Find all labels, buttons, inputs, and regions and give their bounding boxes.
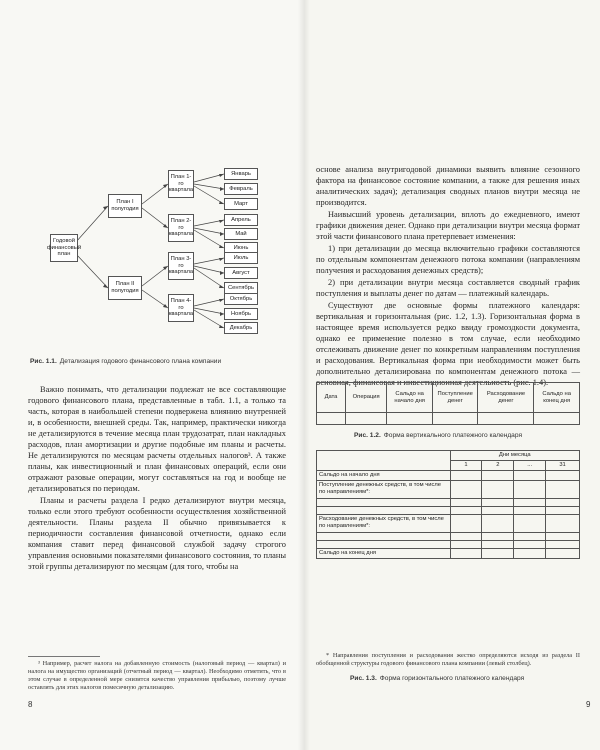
node-half-1: План I полугодия <box>108 194 142 218</box>
empty-cell <box>432 413 478 425</box>
row-expenses <box>317 514 580 532</box>
cell <box>482 498 514 506</box>
header-operation: Операция <box>345 383 386 413</box>
cell <box>514 514 546 532</box>
cell <box>514 506 546 514</box>
figure-1-1-number: Рис. 1.1. <box>30 358 57 365</box>
left-body-text <box>28 384 286 573</box>
cell <box>514 540 546 548</box>
node-month-december: Декабрь <box>224 322 258 334</box>
cell <box>514 498 546 506</box>
cell <box>450 548 482 558</box>
cell <box>317 532 451 540</box>
vertical-calendar-table <box>316 382 580 425</box>
node-month-october: Октябрь <box>224 293 258 305</box>
header-balance-start: Сальдо на начало дня <box>387 383 433 413</box>
cell <box>546 480 580 498</box>
right-footnote-text: * Направления поступления и расходования жестко определяются исходя из раздела II обобщенной структуры годового финансового плана компании (левый столбец). <box>316 652 580 667</box>
cell <box>514 470 546 480</box>
book-spine-shadow <box>298 0 310 750</box>
empty-cell <box>478 413 534 425</box>
node-month-january: Январь <box>224 168 258 180</box>
header-expenses: Расходование денег <box>478 383 534 413</box>
cell <box>450 480 482 498</box>
cell <box>514 532 546 540</box>
node-quarter-4: План 4-го квартала <box>168 294 194 322</box>
cell <box>546 540 580 548</box>
cell <box>546 532 580 540</box>
header-balance-end: Сальдо на конец дня <box>534 383 580 413</box>
cell <box>482 470 514 480</box>
left-paragraph-1: Важно понимать, что детализации подлежат не все составляющие годового финансового плана, представленные в табл. 1.1, а только та часть, которая в наибольшей степени подвержена влиянию внутренней и, в особенности, внешней среды. Так, например, практически никогда не детализируются в течение месяца план трудозатрат, план накладных расходов, план амортизации и другие подобные им планы и расчеты. Не детализируются по месяцам расчеты отдельных налогов³. А также планы, как инвестиционный и план финансовых операций, если они отражают разовые операции, могут составляться на год и вообще не детализироваться по периодам. <box>28 385 286 493</box>
cell <box>450 470 482 480</box>
empty-cell <box>387 413 433 425</box>
cell <box>450 532 482 540</box>
header-blank-cell <box>317 451 451 471</box>
node-half-2: План II полугодия <box>108 276 142 300</box>
cell <box>482 514 514 532</box>
right-paragraph-4: 2) при детализации внутри месяца составляется сводный график поступления и выплаты денег по датам — платежный календарь. <box>316 278 580 298</box>
cell <box>514 480 546 498</box>
node-month-november: Ноябрь <box>224 308 258 320</box>
node-month-april: Апрель <box>224 214 258 226</box>
page-number-right: 9 <box>586 700 591 709</box>
cell <box>546 514 580 532</box>
cell <box>317 498 451 506</box>
page-number-left: 8 <box>28 700 33 709</box>
right-page <box>304 0 600 750</box>
node-quarter-2: План 2-го квартала <box>168 214 194 242</box>
empty-cell <box>345 413 386 425</box>
cell <box>450 514 482 532</box>
figure-1-2-caption <box>354 432 522 439</box>
cell <box>317 506 451 514</box>
cell <box>482 548 514 558</box>
row-label-balance-start: Сальдо на начало дня <box>317 470 451 480</box>
node-quarter-3: План 3-го квартала <box>168 252 194 280</box>
header-receipts: Поступление денег <box>432 383 478 413</box>
cell <box>317 540 451 548</box>
cell <box>546 498 580 506</box>
vertical-table-empty-row <box>317 413 580 425</box>
row-receipts <box>317 480 580 498</box>
figure-1-1-caption <box>30 358 221 365</box>
row-balance-end <box>317 548 580 558</box>
cell <box>450 498 482 506</box>
node-month-may: Май <box>224 228 258 240</box>
cell <box>514 548 546 558</box>
row-label-receipts: Поступление денежных средств, в том числе по направлениям*: <box>317 480 451 498</box>
right-body-text <box>316 164 580 389</box>
figure-1-3-title: Форма горизонтального платежного календаря <box>379 675 525 682</box>
right-paragraph-1: основе анализа внутригодовой динамики выявить влияние сезонного фактора на финансовое состояние компании, а также для решения иных аналитических задач); детализация сводных планов внутри месяца не производится. <box>316 165 580 207</box>
row-expenses-blank-1 <box>317 532 580 540</box>
day-ellipsis: ... <box>514 460 546 470</box>
row-receipts-blank-2 <box>317 506 580 514</box>
cell <box>450 540 482 548</box>
cell <box>450 506 482 514</box>
right-footnote <box>316 652 580 668</box>
figure-1-3-caption <box>350 675 524 682</box>
cell <box>482 506 514 514</box>
figure-1-2-title: Форма вертикального платежного календаря <box>383 432 523 439</box>
horizontal-table-header-row <box>317 451 580 461</box>
header-days-of-month: Дни месяца <box>450 451 579 461</box>
cell <box>546 506 580 514</box>
node-month-june: Июнь <box>224 242 258 254</box>
header-date: Дата <box>317 383 346 413</box>
right-paragraph-2: Наивысший уровень детализации, вплоть до ежедневного, имеют графики движения денег. Однако при детализации внутри месяца формат этой части финансового плана претерпевает изменения: <box>316 210 580 241</box>
node-month-march: Март <box>224 198 258 210</box>
node-annual-plan: Годовой финансовый план <box>50 234 78 262</box>
left-footnote-divider <box>28 656 100 657</box>
day-31: 31 <box>546 460 580 470</box>
cell <box>482 532 514 540</box>
vertical-table-header-row <box>317 383 580 413</box>
row-balance-start <box>317 470 580 480</box>
cell <box>546 470 580 480</box>
left-paragraph-2: Планы и расчеты раздела I редко детализируют внутри месяца, только если этого требуют особенности осуществления хозяйственной деятельности. Планы раздела II обычно привязывается к периодичности составления финансовой отчетности, однако если компания ставит перед финансовой службой задачу строгого управления основными показателями финансового состояния, то планы этой группы детализируют по месяцам (для того, чтобы на <box>28 496 286 571</box>
right-paragraph-3: 1) при детализации до месяца включительно графики составляются по отдельным компонентам денежного потока компании (направлениям получения и расходования денежных средств); <box>316 244 580 275</box>
day-2: 2 <box>482 460 514 470</box>
right-paragraph-5: Существуют две основные формы платежного календаря: вертикальная и горизонтальная (рис. 1.2, 1.3). Горизонтальная форма в настоящее время используется редко ввиду громоздкости документа, однако ее применение полезно в том случае, если необходимо отслеживать движение денег по конкретным направлениям поступления и расходования. Вертикальная форма при необходимости может быть дополнительно детализирована по компонентам денежного потока — основная, финансовая и инвестиционная деятельность (рис. 1.4). <box>316 301 580 387</box>
left-footnote <box>28 660 286 692</box>
cell <box>546 548 580 558</box>
node-quarter-1: План 1-го квартала <box>168 170 194 198</box>
figure-1-1-title: Детализация годового финансового плана компании <box>59 358 222 365</box>
day-1: 1 <box>450 460 482 470</box>
horizontal-calendar-table <box>316 450 580 559</box>
node-month-july: Июль <box>224 252 258 264</box>
financial-plan-diagram <box>46 160 290 331</box>
figure-1-3-number: Рис. 1.3. <box>350 675 377 682</box>
row-receipts-blank-1 <box>317 498 580 506</box>
node-month-february: Февраль <box>224 183 258 195</box>
figure-1-2-number: Рис. 1.2. <box>354 432 381 439</box>
node-month-september: Сентябрь <box>224 282 258 294</box>
cell <box>482 480 514 498</box>
cell <box>482 540 514 548</box>
row-label-balance-end: Сальдо на конец дня <box>317 548 451 558</box>
node-month-august: Август <box>224 267 258 279</box>
empty-cell <box>534 413 580 425</box>
row-label-expenses: Расходование денежных средств, в том числе по направлениям*: <box>317 514 451 532</box>
left-footnote-text: ³ Например, расчет налога на добавленную стоимость (налоговый период — квартал) и налога на имущество организаций (отчетный период — квартал). Необходимо отметить, что в этом случае в определенной мере снизится качество управления прибылью, поэтому лучше оставлять для этих налогов помесячную детализацию. <box>28 660 286 691</box>
row-expenses-blank-2 <box>317 540 580 548</box>
empty-cell <box>317 413 346 425</box>
